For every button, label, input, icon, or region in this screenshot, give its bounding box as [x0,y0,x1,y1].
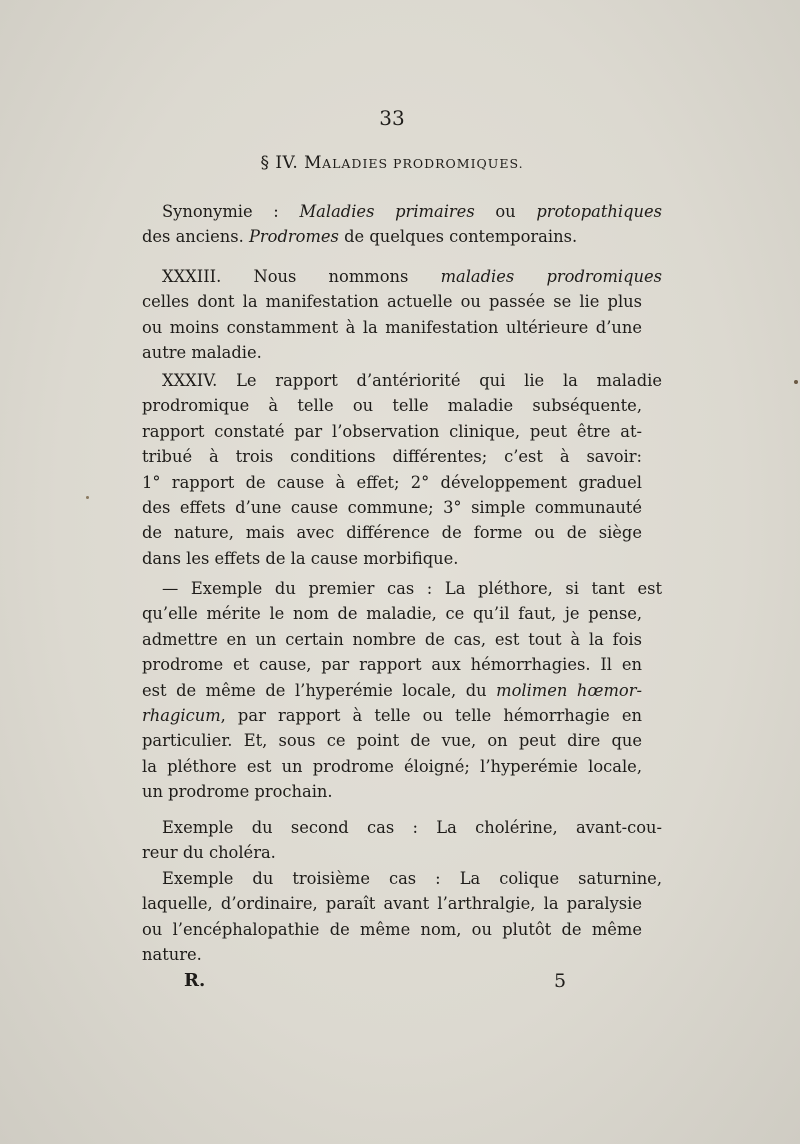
text-line: des effets d’une cause commune; 3° simple communauté [142,498,642,518]
text-line: nature. [142,945,202,965]
text-line: la pléthore est un prodrome éloigné; l’hyperémie locale, [142,756,642,776]
section-title-prefix: § IV. M [260,153,323,173]
synonymie-paragraph-cont [142,224,642,249]
sheet-number: 5 [554,970,567,992]
text-line: Exemple du second cas : La cholérine, avant-cou- [162,818,662,837]
xxxiii-term: maladies prodromiques [440,267,663,286]
text-line: — Exemple du premier cas : La pléthore, si tant est [162,579,662,598]
signature-mark: R. [184,970,206,991]
paragraph-exemple-2-cont [142,840,642,865]
synonymie-paragraph [142,199,662,224]
paper-speck [794,380,798,384]
text-line: prodromique à telle ou telle maladie subséquente, [142,396,642,416]
text-line: ou moins constamment à la manifestation ultérieure d’une [142,317,642,337]
text-line: qu’elle mérite le nom de maladie, ce qu’il faut, je pense, [142,604,642,624]
text-line: Exemple du troisième cas : La colique saturnine, [162,869,662,888]
page-number: 33 [379,106,405,130]
text-span: est de même de l’hyperémie locale, du [142,680,497,700]
text-line: admettre en un certain nombre de cas, est tout à la fois [142,629,642,649]
text-line: reur du choléra. [142,843,276,863]
text-line: prodrome et cause, par rapport aux hémorrhagies. Il en [142,655,642,675]
text-line: autre maladie. [142,343,262,363]
xxxiii-text: XXXIII. Nous nommons [162,267,441,286]
section-title-rest: ALADIES PRODROMIQUES. [322,156,524,171]
paragraph-exemple-3-cont [142,891,642,967]
latin-term: molimen hœmor- [496,680,643,700]
text-line: tribué à trois conditions différentes; c’est à savoir: [142,447,642,467]
synonymie-term-2: protopathiques [536,202,662,221]
synonymie-text-end: de quelques contemporains. [338,227,578,247]
synonymie-or: ou [474,202,537,221]
text-line: particulier. Et, sous ce point de vue, on peut dire que [142,731,642,751]
text-line: ou l’encéphalopathie de même nom, ou plutôt de même [142,919,642,939]
text-line: 1° rapport de cause à effet; 2° développement graduel [142,472,642,492]
paper-speck [86,496,89,499]
paragraph-exemple-2 [142,815,662,840]
synonymie-text: des anciens. [142,227,249,247]
text-line: XXXIV. Le rapport d’antériorité qui lie la maladie [162,371,662,390]
synonymie-term-1: Maladies primaires [299,202,475,221]
latin-term-cont: rhagicum [142,706,221,726]
paragraph-xxxiii-cont [142,289,642,365]
text-line: un prodrome prochain. [142,782,333,802]
synonymie-term-3: Prodromes [248,227,339,247]
text-line: rapport constaté par l’observation clinique, peut être at- [142,421,642,441]
paragraph-exemple-3 [142,866,662,891]
paragraph-xxxiv-cont [142,393,642,571]
paragraph-exemple-1 [142,576,662,601]
paragraph-xxxiv [142,368,662,393]
paragraph-exemple-1-cont [142,601,642,804]
paragraph-xxxiii [142,264,662,289]
synonymie-label: Synonymie : [162,202,300,221]
text-line: celles dont la manifestation actuelle ou passée se lie plus [142,292,642,312]
text-line: laquelle, d’ordinaire, paraît avant l’arthralgie, la paralysie [142,894,642,914]
text-span: , par rapport à telle ou telle hémorrhagie en [220,706,642,726]
text-line: de nature, mais avec différence de forme ou de siège [142,523,642,543]
section-title [142,153,642,173]
text-line: dans les effets de la cause morbifique. [142,548,459,568]
